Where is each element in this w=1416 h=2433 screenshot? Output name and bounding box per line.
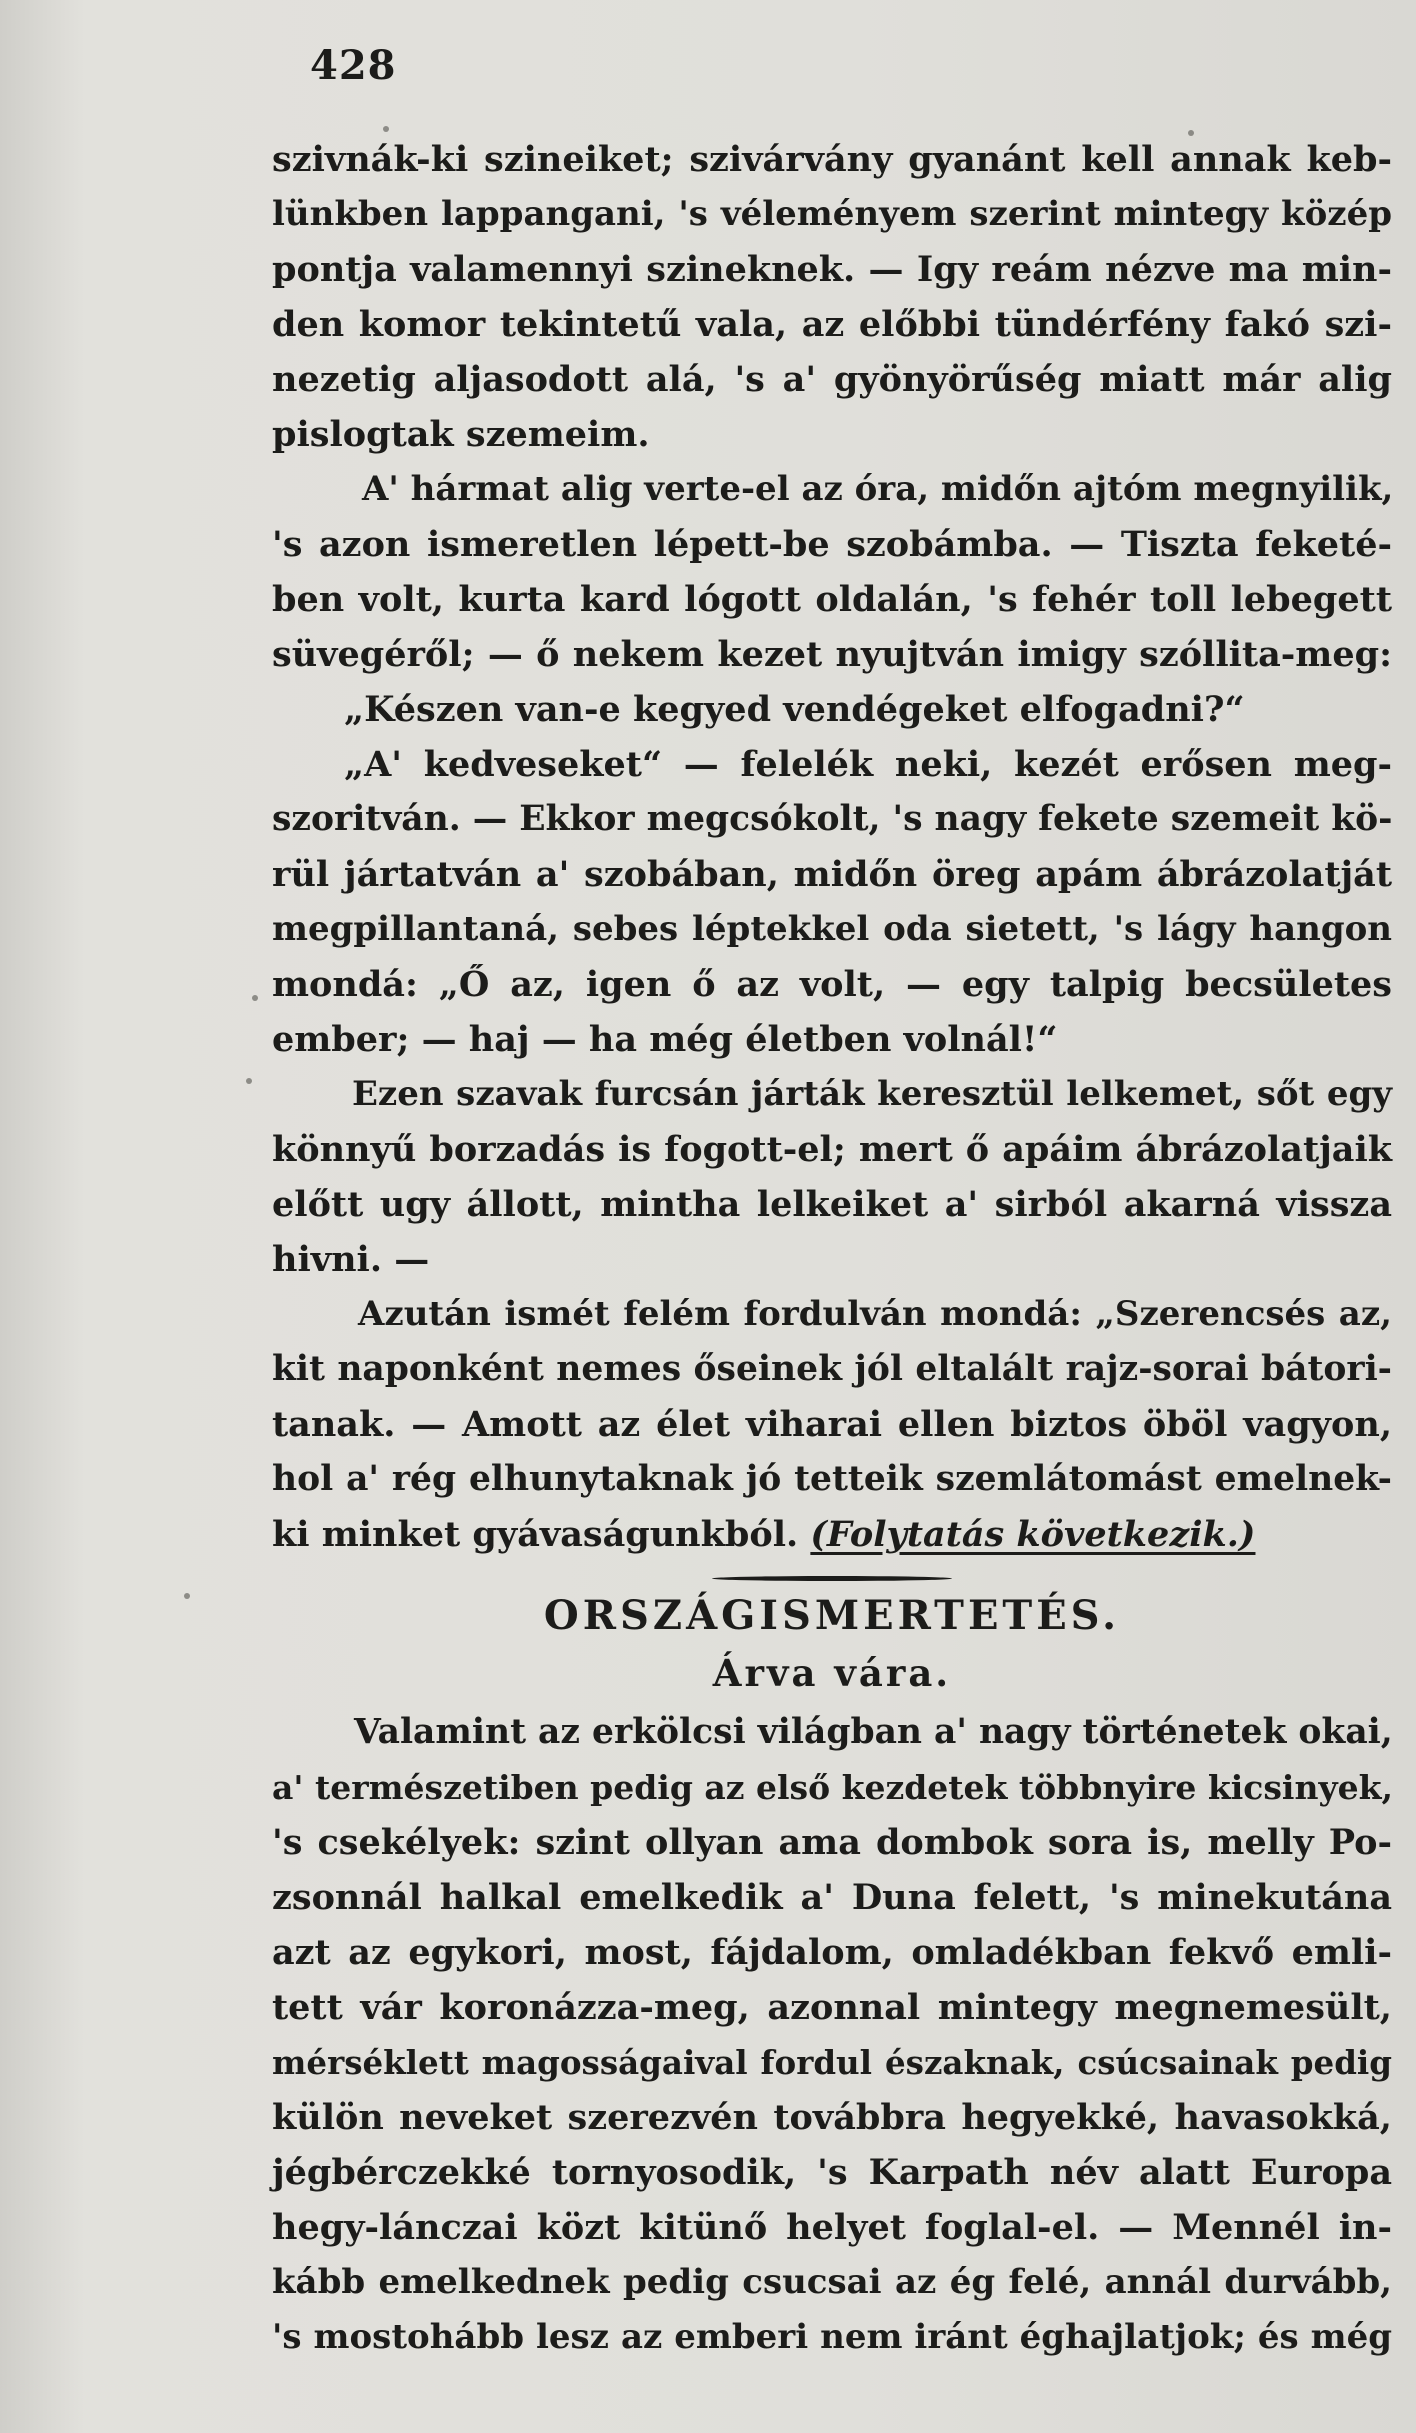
text-line: tett vár koronázza-meg, azonnal mintegy megnemesült,	[272, 1987, 1392, 2028]
text-line: A' hármat alig verte-el az óra, midőn ajtóm megnyilik,	[362, 469, 1394, 509]
text-line: zsonnál halkal emelkedik a' Duna felett, 's minekutána	[272, 1877, 1392, 1918]
text-line: rül jártatván a' szobában, midőn öreg apám ábrázolatját	[272, 854, 1392, 895]
text-line: mondá: „Ő az, igen ő az volt, — egy talpig becsületes	[272, 964, 1392, 1005]
text-line: megpillantaná, sebes léptekkel oda sietett, 's lágy hangon	[272, 909, 1392, 949]
text-line-with-note	[272, 1507, 1392, 1562]
text-line: jégbérczekké tornyosodik, 's Karpath név alatt Europa	[272, 2152, 1392, 2193]
text-line: Ezen szavak furcsán járták keresztül lelkemet, sőt egy	[352, 1074, 1392, 1114]
text-line: „A' kedveseket“ — felelék neki, kezét erősen meg-	[344, 744, 1392, 785]
text-line: pontja valamennyi szineknek. — Igy reám nézve ma min-	[272, 249, 1392, 290]
text-line: süvegéről; — ő nekem kezet nyujtván imigy szóllita-meg:	[272, 634, 1392, 675]
text-line: azt az egykori, most, fájdalom, omladékban fekvő emli-	[272, 1932, 1392, 1973]
section-divider	[712, 1576, 952, 1581]
text-line: hivni. —	[272, 1239, 430, 1280]
text-line: hol a' rég elhunytaknak jó tetteik szemlátomást emelnek-	[272, 1459, 1392, 1499]
page-body	[272, 132, 1392, 2365]
text-line: külön neveket szerezvén továbbra hegyekké, havasokká,	[272, 2097, 1392, 2138]
text-line: tanak. — Amott az élet viharai ellen biztos öböl vagyon,	[272, 1404, 1392, 1445]
text-line: Azután ismét felém fordulván mondá: „Szerencsés az,	[358, 1294, 1392, 1334]
text-line: Valamint az erkölcsi világban a' nagy történetek okai,	[354, 1712, 1393, 1752]
page-number: 428	[310, 42, 397, 89]
text-line: ember; — haj — ha még életben volnál!“	[272, 1019, 1058, 1060]
text-line: szoritván. — Ekkor megcsókolt, 's nagy fekete szemeit kö-	[272, 799, 1393, 839]
text-line: kább emelkednek pedig csucsai az ég felé, annál durvább,	[272, 2262, 1392, 2302]
text-line: nezetig aljasodott alá, 's a' gyönyörűség miatt már alig	[272, 359, 1392, 400]
text-line: mérséklett magosságaival fordul északnak, csúcsainak pedig	[272, 2043, 1392, 2082]
text-line: kit naponként nemes őseinek jól eltalált rajz-sorai bátori-	[272, 1349, 1392, 1389]
text-line: „Készen van-e kegyed vendégeket elfogadni?“	[344, 689, 1245, 730]
text-line: hegy-lánczai közt kitünő helyet foglal-el. — Mennél in-	[272, 2207, 1392, 2248]
section-heading: ORSZÁGISMERTETÉS.	[543, 1592, 1121, 1639]
text-line: lünkben lappangani, 's véleményem szerint mintegy közép	[272, 194, 1392, 234]
text-line: szivnák-ki szineiket; szivárvány gyanánt kell annak keb-	[272, 139, 1392, 180]
text-line: 's azon ismeretlen lépett-be szobámba. — Tiszta feketé-	[272, 524, 1392, 565]
section-subheading: Árva vára.	[712, 1651, 952, 1695]
text-line: ben volt, kurta kard lógott oldalán, 's fehér toll lebegett	[272, 579, 1392, 620]
text-line: 's mostohább lesz az emberi nem iránt éghajlatjok; és még	[272, 2317, 1392, 2357]
text-line: előtt ugy állott, mintha lelkeiket a' sirból akarná vissza	[272, 1184, 1392, 1225]
text-line: pislogtak szemeim.	[272, 414, 650, 455]
text-line: 's csekélyek: szint ollyan ama dombok sora is, melly Po-	[272, 1822, 1392, 1863]
text-line: a' természetiben pedig az első kezdetek többnyire kicsinyek,	[272, 1768, 1393, 1807]
text-line: könnyű borzadás is fogott-el; mert ő apáim ábrázolatjaik	[272, 1129, 1392, 1170]
text-line: den komor tekintetű vala, az előbbi tündérfény fakó szi-	[272, 304, 1392, 345]
text-line: ki minket gyávaságunkból.	[272, 1514, 799, 1555]
continued-note: (Folytatás következik.)	[810, 1514, 1256, 1555]
